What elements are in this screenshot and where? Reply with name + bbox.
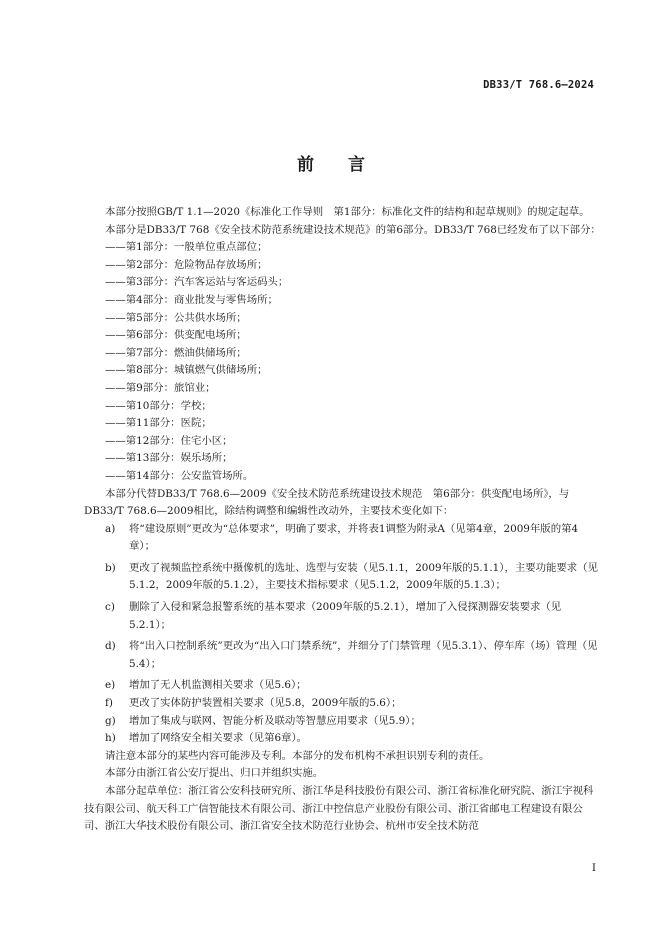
change-text: 更改了视频监控系统中摄像机的选址、选型与安装（见5.1.1，2009年版的5.1.1），主要功能要求（见5.1.2，2009年版的5.1.2），主要技术指标要求（见5.1.2，2009年版的5.1.3）； (129, 561, 598, 592)
part-list-item: ——第3部分：汽车客运站与客运码头； (105, 276, 289, 289)
part-list-item: ——第12部分：住宅小区； (105, 434, 233, 447)
part-list-item: ——第5部分：公共供水场所； (105, 311, 247, 324)
change-item (84, 695, 602, 713)
part-list-item: ——第7部分：燃油供储场所； (105, 346, 247, 359)
change-marker: a) (105, 522, 116, 535)
part-list-item: ——第14部分：公安监管场所。 (105, 469, 254, 482)
part-list-item: ——第1部分：一般单位重点部位； (105, 241, 268, 254)
change-item (84, 677, 602, 695)
document-body (84, 204, 602, 836)
intro-paragraph: 本部分是DB33/T 768《安全技术防范系统建设技术规范》的第6部分。DB33/T 768已经发布了以下部分： (105, 223, 601, 236)
drafting-units-paragraph: 本部分起草单位：浙江省公安科技研究所、浙江华是科技股份有限公司、浙江省标准化研究院、浙江宇视科技有限公司、航天科工广信智能技术有限公司、浙江中控信息产业股份有限公司、浙江省邮电工程建设有限公司、浙江大华技术股份有限公司、浙江省安全技术防范行业协会、杭州市安全技术防范 (84, 785, 594, 833)
change-text: 增加了集成与联网、智能分析及联动等智慧应用要求（见5.9）； (129, 714, 421, 727)
part-list-item: ——第10部分：学校； (105, 399, 212, 412)
page-number: I (591, 862, 596, 874)
part-list-item: ——第2部分：危险物品存放场所； (105, 258, 268, 271)
part-list-item: ——第11部分：医院； (105, 417, 212, 430)
change-text: 增加了无人机监测相关要求（见5.6）； (129, 679, 307, 692)
replacement-paragraph: 本部分代替DB33/T 768.6—2009《安全技术防范系统建设技术规范 第6部分：供变配电场所》，与DB33/T 768.6—2009相比，除结构调整和编辑性改动外，主要技术变化如下： (84, 487, 570, 518)
part-list-item: ——第13部分：娱乐场所； (105, 452, 233, 465)
part-list-item: ——第8部分：城镇燃气供储场所； (105, 364, 268, 377)
change-marker: g) (105, 714, 116, 727)
page-title: 前言 (297, 155, 399, 175)
part-list-item: ——第6部分：供变配电场所； (105, 329, 247, 342)
change-item (84, 599, 602, 634)
document-code: DB33/T 768.6—2024 (483, 79, 594, 91)
part-list-item: ——第9部分：旅馆业； (105, 381, 216, 394)
change-marker: e) (105, 679, 116, 692)
change-marker: d) (105, 640, 116, 653)
change-item (84, 560, 602, 595)
change-text: 删除了入侵和紧急报警系统的基本要求（2009年版的5.2.1），增加了入侵探测器安装要求（见5.2.1）； (129, 601, 562, 631)
part-list-item: ——第4部分：商业批发与零售场所； (105, 293, 278, 306)
change-item (84, 521, 602, 556)
intro-paragraph: 本部分按照GB/T 1.1—2020《标准化工作导则 第1部分：标准化文件的结构和起草规则》的规定起草。 (105, 206, 590, 218)
proposer-paragraph: 本部分由浙江省公安厅提出、归口并组织实施。 (105, 767, 324, 780)
change-text: 更改了实体防护装置相关要求（见5.8，2009年版的5.6）； (129, 697, 402, 710)
change-marker: h) (105, 732, 116, 745)
patent-notice: 请注意本部分的某些内容可能涉及专利。本部分的发布机构不承担识别专利的责任。 (105, 749, 490, 762)
change-text: 增加了网络安全相关要求（见第6章）。 (129, 732, 308, 745)
change-text: 将“建设原则”更改为“总体要求”，明确了要求，并将表1调整为附录A（见第4章，2009年版的第4章）； (129, 522, 579, 553)
change-marker: f) (105, 697, 113, 710)
change-text: 将“出入口控制系统”更改为“出入口门禁系统”，并细分了门禁管理（见5.3.1）、停车库（场）管理（见5.4）； (129, 640, 598, 670)
change-item (84, 713, 602, 731)
change-marker: c) (105, 601, 115, 614)
change-item (84, 730, 602, 748)
change-item (84, 638, 602, 673)
change-marker: b) (105, 561, 116, 574)
